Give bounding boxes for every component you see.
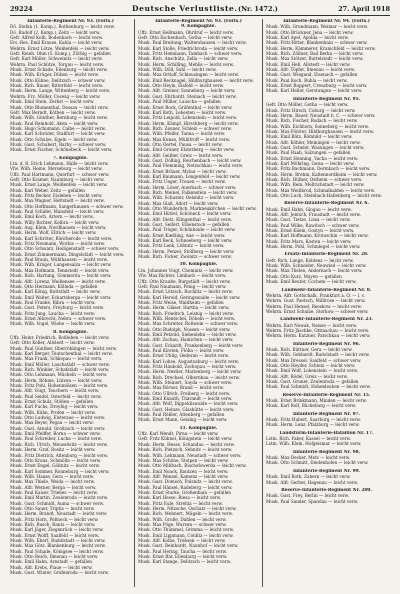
casualty-entry: Musk. Gust. Eckardt, Frankenberg — leicht verw. <box>138 342 244 348</box>
casualty-entry: Musk. Ernst Engel, Gößnitz — leicht verw. <box>10 463 101 469</box>
casualty-entry: Musk. Aug. Klein, Nordhausen — leicht verw. <box>10 225 107 231</box>
casualty-entry: Musk. Otto Thümmel, Grimma — leicht verw. <box>138 527 235 533</box>
casualty-entry: Musk. Fritz Bachmann, Dermbach — leicht verw. <box>266 166 371 172</box>
casualty-entry: Musk. Karl Hoffmann, Krotoschin — leicht verw. <box>266 233 369 239</box>
section-heading: Landwehr-Infanterie-Regiment Nr. 23. <box>280 317 373 323</box>
casualty-entry: Musk. Rich. Zöllner, Bad Berka — leicht verw. <box>266 51 364 57</box>
casualty-entry: Musk. Karl Schröter, Bleicherode — leicht verw. <box>10 235 113 241</box>
casualty-entry: Musk. Gust. Domsch, Pulsnitz — leicht verw. <box>138 479 233 485</box>
casualty-entry: Musk. Max Wagner, Hettstedt — leicht verw. <box>10 198 105 204</box>
casualty-entry: Musk. Emil Martin, Zeulenroda — leicht verw. <box>10 495 109 501</box>
casualty-entry: Ltn. d. R. Erich Lehmann, Halle — leicht verw. <box>10 160 109 166</box>
casualty-entry: Musk. Otto Kraus, Schmölln — leicht verw. <box>10 457 102 463</box>
casualty-entry: Musk. Gust. Tietze, Lissa — leicht verw. <box>266 217 351 223</box>
casualty-entry: Musk. Paul Reinhold, Aken — leicht verw. <box>10 120 99 126</box>
casualty-entry: Musk. Paul Breitung, Waltershausen — leicht verw. <box>138 40 247 46</box>
casualty-entry: Musk. Wilh. Krüger, Langensalza — leicht verw. <box>10 262 112 268</box>
casualty-entry: Musk. Alfr. Krebs, Plaue — leicht verw. <box>10 564 93 570</box>
casualty-entry: Musk. Karl Schröder, Staßfurt — leicht verw. <box>10 131 106 137</box>
page-header <box>10 3 390 15</box>
casualty-entry: Musk. Herm. Schilling, Mehlis — leicht verw. <box>138 61 235 67</box>
casualty-entry: Musk. Paul Schmidt, Hohenleuben — leicht verw. <box>266 384 371 390</box>
casualty-entry: Musk. Fritz Jung, Laucha — leicht verw. <box>10 310 96 316</box>
casualty-entry: Musk. Karl Roth, Lehesten — leicht verw. <box>138 109 227 115</box>
casualty-entry: Musk. Max Götz, Blankenburg — leicht verw. <box>10 543 106 549</box>
casualty-entry: Musk. Otto Kurz, Mayen — gefallen <box>266 273 342 279</box>
casualty-entry: Musk. Max Pöge, Wurzen — schwer verw. <box>138 521 227 527</box>
column-divider <box>134 19 135 587</box>
casualty-entry: Musk. Fritz Eule, Strehla — leicht verw. <box>138 500 223 506</box>
casualty-entry: Musk. Otto Heyder, Schleiz — leicht verw. <box>266 362 356 368</box>
casualty-entry: Musk. Fritz Hemmann, Tambach — schwer verw. <box>138 51 243 57</box>
casualty-entry: Vfw. Max Richter, Limbach — leicht verw. <box>138 273 227 279</box>
section-heading: 11. Kompagnie. <box>179 425 218 431</box>
casualty-entry: Musk. Paul Müller, Lauscha — gefallen <box>138 99 221 105</box>
casualty-entry: Musk. Herm. Nestler, Marienberg — leicht verw. <box>138 369 242 375</box>
casualty-entry: Lstm. Wilh. Klein, Hofgeismar — leicht verw. <box>266 441 362 447</box>
casualty-entry: Gefr. Alfred Kolb, Bodenbach — leicht verw. <box>10 35 104 41</box>
casualty-entry: Musk. Alfr. Greiner, Sonneberg — leicht verw. <box>138 88 236 94</box>
casualty-entry: Musk. Rich. Busch, Ranis — leicht verw. <box>10 521 96 527</box>
casualty-entry: Musk. Max Stötzer, Buttelstedt — leicht verw. <box>266 56 364 62</box>
casualty-entry: Musk. Max Thelen, Andernach — leicht verw. <box>266 268 363 274</box>
casualty-entry: Musk. Ernst Lötzsch, Rochlitz — leicht verw. <box>138 289 233 295</box>
casualty-entry: Musk. Fritz Hubert, Saarburg — leicht verw. <box>266 417 361 423</box>
casualty-entry: Musk. Max Förster, Hildburghausen — leicht verw. <box>266 128 375 134</box>
casualty-entry: Musk. Ernst Ruppert, Creuzburg — leicht verw. <box>266 83 368 89</box>
casualty-entry: Musk. Emil Bätz, Römhild — leicht verw. <box>266 134 353 140</box>
casualty-entry: Musk. Gust. Ehrhardt, Steinach — leicht verw. <box>138 93 237 99</box>
casualty-entry: Musk. Otto Kühne, Delitzsch — schwer verw. <box>10 77 106 83</box>
casualty-entry: Musk. Alfr. Geißler, Greiz — leicht verw. <box>138 152 224 158</box>
casualty-entry: Musk. Karl Stange, Delitzsch — leicht verw. <box>138 559 232 565</box>
section-heading: Ersatz-Infanterie-Regiment Nr. 28. <box>284 252 369 258</box>
section-heading: Infanterie-Regiment Nr. 95. <box>292 96 361 102</box>
casualty-entry: Musk. Paul Schade, Königsee — leicht verw. <box>10 548 104 554</box>
casualty-entry: Musk. Paul Seidel, Osterfeld — leicht verw. <box>10 393 102 399</box>
casualty-entry: Musk. Karl Stolle, Friedrichroda — leicht verw. <box>138 45 239 51</box>
casualty-entry: Musk. Emil Petzold, Siebenlehn — leicht verw. <box>138 331 237 337</box>
section-heading: Reserve-Infanterie-Regiment Nr. 200. <box>281 487 372 493</box>
casualty-entry: Musk. Otto Lehmann, Mücheln — leicht verw. <box>10 372 108 378</box>
casualty-entry: Musk. Max Beyer, Pegau — leicht verw. <box>10 420 94 426</box>
casualty-entry: Musk. Rich. Bauer, Bitterfeld — leicht verw. <box>10 83 104 89</box>
section-heading: Infanterie-Regiment Nr. 99. <box>292 468 361 474</box>
casualty-entry: Musk. Otto Schulze, Egeln — leicht verw. <box>10 136 98 142</box>
casualty-entry: Musk. Otto Ludwig, Elsteraue — leicht verw. <box>10 415 106 421</box>
casualty-entry: Musk. Wilh. Lehmann, Neustadt — schwer verw. <box>138 452 242 458</box>
issue-date: 27. April 1918 <box>338 5 390 13</box>
casualty-entry: Musk. Ernst Kliem, Gostyn — leicht verw. <box>266 228 355 234</box>
casualty-entry: Musk. Rich. Winkler, Schafstädt — leicht verw. <box>10 367 110 372</box>
casualty-entry: Musk. Ernst Schulz, Stößen — gefallen <box>10 399 94 405</box>
casualty-entry: Musk. Karl Lohse, Augustusburg — leicht verw. <box>138 358 240 364</box>
casualty-entry: Musk. Rich. Zeuner, Schleiz — schwer verw. <box>138 125 232 131</box>
casualty-entry: Musk. Alfr. Töpfer, Ilmenau — leicht verw. <box>266 67 356 73</box>
casualty-entry: Musk. Karl Berger, Teutschenthal — leicht verw. <box>10 350 113 356</box>
casualty-entry: Musk. Fritz Horn, Pößneck — leicht verw. <box>10 516 99 522</box>
casualty-entry: Musk. Wilh. Döll, Suhl — leicht verw. <box>138 67 217 73</box>
casualty-entry: Musk. Wilh. Haase, Gera — leicht verw. <box>10 473 95 479</box>
casualty-entry: Musk. Max Glaß, Adorf — leicht verw. <box>138 200 219 206</box>
casualty-entry: Musk. Ernst Schade, Eilenburg — leicht verw. <box>10 67 108 73</box>
casualty-entry: Musk. Otto Schwarz, Heiligenstadt — schwer verw. <box>10 246 120 252</box>
section-heading: Infanterie-Regiment Nr. 98. <box>292 449 361 455</box>
casualty-entry: Musk. Herm. Wolf, Ellrich — leicht verw. <box>10 230 97 236</box>
casualty-entry: Musk. Alfr. Gerber, Hagenau — leicht verw. <box>266 479 359 485</box>
casualty-entry: Musk. Wilh. Rein, Mellrichstadt — leicht verw. <box>266 182 365 188</box>
casualty-entry: Musk. Ernst Bär, Eilenburg — leicht verw. <box>138 554 228 560</box>
casualty-entry: Musk. Paul Günther, Oberröblingen — leicht verw. <box>10 345 117 351</box>
casualty-entry: Musk. Herm. Löser, Auerbach — schwer verw. <box>138 184 237 190</box>
casualty-entry: Musk. Max Ortloff, Schleusingen — leicht verw. <box>138 72 240 78</box>
section-heading: Landwehr-Infanterie-Regiment Nr. 8. <box>281 287 372 293</box>
casualty-entry: Musk. Otto Luck, Steinbach-Hallenberg — leicht verw. <box>266 193 382 198</box>
section-heading: 10. Kompagnie. <box>179 262 218 268</box>
casualty-entry: Musk. Herm. Gläser, Hartha — leicht verw. <box>138 305 230 311</box>
casualty-entry: Gefr. Otto Kramer, Naumburg — leicht verw. <box>10 176 105 182</box>
casualty-entry: Musk. Emil Heß, Allstedt — leicht verw. <box>266 61 351 67</box>
casualty-entry: Musk. Emil Möller, Lauchstädt — schwer verw. <box>10 361 110 367</box>
section-heading: Infanterie-Regiment Nr. 93. (Forts.) <box>27 19 114 24</box>
casualty-entry: Musk. Max Börner, Brand — leicht verw. <box>138 385 225 391</box>
casualty-entry: Musk. Wilh. Steinert, Sayda — schwer verw. <box>138 380 233 386</box>
casualty-entry: Musk. Ernst Lange, Weißenfels — leicht verw. <box>10 182 108 188</box>
casualty-entry: Musk. Emil Stein, Zerbst — leicht verw. <box>10 99 95 105</box>
casualty-entry: Musk. Rich. Pietzsch, Sebnitz — leicht verw. <box>138 447 233 453</box>
casualty-entry: Musk. Herm. Lange, Wittenberg — leicht verw. <box>10 88 111 94</box>
casualty-entry: Musk. Karl Hesse, Riesa — leicht verw. <box>138 495 222 501</box>
casualty-entry: Musk. Fritz Marx, Kosten — leicht verw. <box>266 238 352 244</box>
casualty-entry: Musk. Emil Reuter, Cochem — leicht verw. <box>266 279 357 285</box>
casualty-entry: Gefr. Otto Möller, Gotha — leicht verw. <box>266 102 349 108</box>
casualty-entry: Musk. Fritz Lenk, Lößnitz — leicht verw. <box>138 243 225 249</box>
casualty-column-3 <box>266 19 387 587</box>
casualty-entry: Musk. Otto Mißbach, Bischofswerda — leicht verw. <box>138 463 247 469</box>
casualty-entry: Musk. Herm. Penzel, Stollberg — leicht verw. <box>138 248 235 254</box>
casualty-entry: Musk. Otto Schmitt, Diedenhofen — leicht verw. <box>266 460 369 466</box>
publication-title: Deutsche Verlustliste. <box>132 4 238 13</box>
casualty-entry: Ers.-Res. Emil Krause, Kahla — leicht verw. <box>10 40 103 46</box>
casualty-entry: Musk. Fritz Leipold, Lobenstein — leicht verw. <box>138 115 238 121</box>
casualty-entry: Musk. Ernst Albrecht, Nebra — schwer verw. <box>10 315 107 321</box>
casualty-entry: Musk. Otto Wunderlich, Markneukirchen — leicht verw. <box>138 206 257 212</box>
casualty-entry: Musk. Herm. Nitzsche, Oschatz — leicht verw. <box>138 505 237 511</box>
casualty-entry: Musk. Alfr. Wenzel, Kamenz — leicht verw. <box>138 473 229 479</box>
casualty-entry: Musk. Otto Hermann, Kölleda — gefallen <box>10 283 98 289</box>
issue-number: (Nr. 1472.) <box>238 5 278 13</box>
casualty-entry: Musk. Fritz Becker, Eisleben — leicht verw. <box>10 193 103 198</box>
casualty-entry: Wehrm. Paul Hensel, Beeskow — leicht verw. <box>266 303 362 309</box>
casualty-entry: Musk. Herm. Brandt, Neustadt — leicht verw. <box>10 511 108 517</box>
casualty-entry: Musk. Emil Pfeiffer, Borna — schwer verw. <box>10 431 101 437</box>
casualty-entry: Musk. Karl Rolf, Bückeburg — leicht verw. <box>266 403 357 409</box>
casualty-entry: Musk. Paul Hering, Taucha — leicht verw. <box>138 548 227 554</box>
casualty-entry: Musk. Rich. Anschütz, Zella — leicht verw. <box>138 56 229 62</box>
casualty-entry: Musk. Rich. Büttner, Gera — leicht verw. <box>266 346 353 352</box>
casualty-entry: Musk. Rich. Meinel, Falkenstein — leicht verw. <box>138 190 238 195</box>
casualty-entry: Musk. Otto Brückner, Jena — leicht verw. <box>266 29 354 35</box>
casualty-entry: Musk. Ernst Fischer, Schönebeck — leicht verw. <box>10 147 113 153</box>
casualty-entry: Musk. Paul Franke, Bibra — leicht verw. <box>10 299 96 305</box>
casualty-entry: Musk. Emil Wolf, Lobenstein — leicht verw. <box>266 368 359 374</box>
casualty-entry: Musk. Ernst Bock, Gräfenthal — leicht verw. <box>138 104 233 110</box>
casualty-entry: Musk. Paul Hänsel, Radeberg — leicht verw. <box>138 484 233 490</box>
casualty-entry: Musk. Herm. Lenz, Pfalzburg — leicht verw. <box>266 422 360 428</box>
casualty-entry: Musk. Gust. Winter, Gräfenroda — leicht verw. <box>10 570 110 576</box>
casualty-entry: Musk. Wilh. Schuster, Oelsnitz — leicht verw. <box>138 195 235 201</box>
casualty-entry: Musk. Alfr. Kolbe, Trebsen — leicht verw. <box>138 538 226 543</box>
casualty-entry: Musk. Karl Apel, Apolda — leicht verw. <box>266 35 349 41</box>
casualty-entry: Musk. Rich. Ulrich, Meuselwitz — leicht verw. <box>10 441 109 447</box>
casualty-entry: Musk. Paul Rößler, Altenberg — gefallen <box>138 412 225 418</box>
casualty-entry: Musk. Otto Rudolph, Nossen — leicht verw. <box>138 326 231 332</box>
casualty-entry: Musk. Ernst Wolff, Saalfeld — leicht verw. <box>10 532 100 538</box>
casualty-entry: Musk. Herm. Pohl, Schmiegel — leicht verw. <box>266 244 361 250</box>
casualty-entry: Musk. Otto Heym, Eisfeld — leicht verw. <box>138 83 225 89</box>
casualty-entry: Musk. Ernst Henning, Vacha — leicht verw. <box>266 155 359 161</box>
casualty-entry: Musk. Max Dressel, Saalfeld — schwer verw. <box>266 357 362 363</box>
casualty-entry: Musk. Gust. Seifert, Eibenstock — gefallen <box>138 222 230 228</box>
casualty-entry: Musk. Max Thiele, Weida — leicht verw. <box>10 479 95 485</box>
casualty-entry: Musk. Karl Sommer, Ronneburg — leicht verw. <box>10 468 110 474</box>
casualty-entry: Musk. Paul Schäfer, Mansfeld — leicht verw. <box>10 209 105 215</box>
casualty-entry: Musk. Gust. Heinze, Glashütte — leicht verw. <box>138 406 235 412</box>
casualty-entry: Musk. Ernst Bräuer, Mylau — leicht verw. <box>138 168 227 174</box>
casualty-entry: Musk. Alfr. Wolf, Dippoldiswalde — leicht verw. <box>138 401 239 407</box>
casualty-entry: Musk. Karl Weber, Zeitz — gefallen <box>10 187 85 193</box>
casualty-entry: Musk. Paul Tröger, Schönheide — leicht verw. <box>138 227 236 233</box>
casualty-entry: Dö. Rudolf (2. Komp.), Zeitz — leicht verw. <box>10 29 101 35</box>
casualty-entry: Musk. Otto Hoffmann, Sangerhausen — schwer verw. <box>10 203 124 209</box>
casualty-entry: Musk. Wilh. Pfeifer, Tanna — leicht verw. <box>138 131 226 137</box>
casualty-entry: Musk. Fritz Unger, Treuen — leicht verw. <box>138 179 226 185</box>
casualty-entry: Musk. Karl Möhring, Geisa — leicht verw. <box>266 160 355 166</box>
casualty-entry: Dö. Stefan (1. Komp.), Rothenburg — leicht verw. <box>10 24 115 30</box>
casualty-entry: Musk. Max Kunze, Mühltroff — leicht verw. <box>138 136 231 142</box>
casualty-entry: Musk. Karl Baumann, Lengenfeld — leicht verw. <box>138 173 241 179</box>
casualty-entry: Uffz. Karl Wendt, Pirna — leicht verw. <box>138 431 219 437</box>
casualty-entry: Musk. Fritz Hirsch, Coburg — leicht verw. <box>266 107 356 113</box>
casualty-entry: Gefr. Otto Keller, Allstedt — leicht verw. <box>10 340 95 346</box>
casualty-entry: Musk. Wilh. Kühn, Profen — leicht verw. <box>10 409 96 415</box>
casualty-entry: Musk. Herm. Bauer, Neustadt b. C. — schwer verw. <box>266 112 376 118</box>
casualty-entry: Musk. Alfr. Zschau, Hainichen — leicht verw. <box>138 337 234 343</box>
casualty-entry: Musk. Hugo Schumann, Calbe — leicht verw. <box>10 125 106 131</box>
casualty-entry: Musk. Ernst Zimmermann, Dingelstädt — leicht verw. <box>10 251 125 257</box>
casualty-entry: Ltn. Johannes Voigt, Chemnitz — leicht verw. <box>138 267 234 273</box>
casualty-column-1 <box>10 19 131 587</box>
casualty-entry: Uffz. Heinr. Friedrich, Roßleben — leicht verw. <box>10 334 110 340</box>
casualty-entry: Musk. Paul Wilke, Rawitsch — schwer verw. <box>266 222 360 228</box>
casualty-entry: Musk. Otto Reich, Ilmenau — leicht verw. <box>10 554 99 560</box>
casualty-entry: Musk. Herm. Graf, Rositz — leicht verw. <box>10 447 96 453</box>
casualty-entry: Musk. Paul Kirsten, Flöha — leicht verw. <box>138 347 225 353</box>
casualty-entry: Musk. Max Weißbrod, Schmalkalden — leicht verw. <box>266 187 376 193</box>
casualty-entry: Musk. Emil Recknagel, Hildburghausen — leicht verw. <box>138 77 254 83</box>
section-heading: 7. Kompagnie. <box>53 155 88 161</box>
casualty-entry: Musk. Emil Hüttel, Schöneck — leicht verw. <box>138 211 232 217</box>
casualty-entry: Gefr. Karl Müller, Schweinitz — leicht verw. <box>10 56 103 62</box>
casualty-entry: Musk. Rich. Hartung, Sömmerda — leicht verw. <box>10 273 112 279</box>
casualty-entry: Musk. Max Decker, Metz — leicht verw. <box>266 455 351 461</box>
column-divider <box>262 19 263 587</box>
casualty-entry: Wehrm. Ernst Lötze, Weißenfels — leicht verw. <box>10 45 110 51</box>
casualty-entry: Musk. Max Hofmann, Tennstedt — leicht verw. <box>10 267 110 273</box>
casualty-entry: Musk. Ernst Uhlig, Oederan — leicht verw. <box>138 353 230 359</box>
casualty-entry: Musk. Paul Braun, Mühlhausen — leicht verw. <box>10 257 109 263</box>
casualty-entry: Musk. Wilh. Hentschel, Döbeln — leicht verw. <box>138 315 236 321</box>
casualty-entry: Musk. Ernst Starke, Großenhain — gefallen <box>138 489 231 495</box>
casualty-entry: Musk. Otto Oertel, Pausa — leicht verw. <box>138 141 223 147</box>
casualty-entry: Musk. Emil Knauth, Tharandt — leicht verw. <box>138 396 233 402</box>
section-heading: 9. Kompagnie. <box>181 24 216 30</box>
casualty-entry: Musk. Wilh. Große, Dahlen — leicht verw. <box>138 516 227 522</box>
casualty-entry: Musk. Paul Kaiser, Triebes — leicht verw. <box>10 489 98 495</box>
casualty-entry: Wehrm. Alfr. Gottschalk, Frankfurt a. O. — l. v. <box>266 292 365 298</box>
casualty-entry: Musk. Wilh. Vogel, Wiehe — leicht verw. <box>10 321 96 327</box>
casualty-entry: Musk. Herm. Kämmerer, Kranichfeld — leicht verw. <box>266 45 376 51</box>
casualty-entry: Musk. Gust. Schubert, Barby — schwer verw. <box>10 141 107 147</box>
casualty-entry: Musk. Alfr. Rödel, Greiz — leicht verw. <box>266 373 348 379</box>
casualty-entry: Musk. Rich. Ficker, Zwönitz — schwer verw. <box>138 254 232 260</box>
casualty-entry: Wehrm. Paul Schütze, Torgau — leicht verw. <box>10 61 105 67</box>
casualty-entry: Musk. Wilh. Ebert, Rudolstadt — leicht verw. <box>10 538 106 543</box>
casualty-entry: Musk. Max Schreiter, Roßwein — schwer verw. <box>138 321 239 327</box>
casualty-entry: Musk. Paul Raab, Salzungen — gefallen <box>266 150 351 156</box>
casualty-entry: Musk. Wilh. Eichhorn, Sonneberg — leicht verw. <box>266 123 370 129</box>
casualty-entry: Uffz. Otto Krauße, Burgstädt — leicht verw. <box>138 278 231 284</box>
casualty-entry: Musk. Emil Hahn, Glogau — leicht verw. <box>266 206 352 212</box>
casualty-entry: Musk. Gust. Gruner, Zeulenroda — gefallen <box>266 379 359 384</box>
casualty-entry: Lstm. Rich. Faber, Kassel — leicht verw. <box>266 436 351 442</box>
casualty-entry: Musk. Herm. Hesse, Schandau — leicht verw. <box>138 441 235 447</box>
casualty-entry: Musk. Wilh. Krüger, Düben — leicht verw. <box>10 72 100 78</box>
casualty-column-2 <box>138 19 259 587</box>
casualty-entry: Musk. Alfr. Köhler, Meiningen — leicht verw. <box>266 139 361 145</box>
page-number: 29224 <box>10 5 33 13</box>
casualty-entry: Musk. Karl Herold, Geringswalde — leicht verw. <box>138 294 241 300</box>
casualty-entry: Musk. Gust. Wiegand, Eisenach — gefallen <box>266 72 358 78</box>
casualty-entry: Uffz. Paul Hartmann, Querfurt — schwer verw. <box>10 171 110 177</box>
casualty-entry: Musk. Gust. Arnold, Groitzsch — leicht verw. <box>10 425 106 431</box>
casualty-entry: Gefr. Rich. Lange, Koblenz — leicht verw. <box>266 257 354 263</box>
casualty-entry: Musk. Karl Beck, Schneeberg — leicht verw. <box>138 238 233 244</box>
casualty-entry: Musk. Paul Schreiber, Lucka — leicht verw. <box>10 436 103 442</box>
casualty-entry: Musk. Karl Heller, Gerstungen — leicht verw. <box>266 88 363 94</box>
casualty-entry: Musk. Fritz Weise, Waldheim — gefallen <box>138 299 224 305</box>
casualty-entry: Musk. Gust. Peters, Freyburg — leicht verw. <box>10 305 105 311</box>
casualty-entry: Musk. Herm. Böhme, Lützen — leicht verw. <box>10 377 103 383</box>
casualty-entry: Musk. Herm. Kämpf, Hirschberg — leicht verw. <box>138 120 239 126</box>
section-heading: Infanterie-Regiment Nr. 97. <box>292 411 361 417</box>
casualty-entry: Wehrm. Ernst Schulze, Storkow — schwer verw. <box>266 308 369 314</box>
casualty-entry: Musk. Gust. Frey, Berlin — leicht verw. <box>266 493 349 499</box>
section-heading: Landsturm-Infanterie-Bataillon Nr. 17. <box>279 430 374 436</box>
casualty-entry: Musk. Alfr. Werner, Berga — leicht verw. <box>10 484 97 490</box>
casualty-entry: Musk. Gust. Schmidt, Auma — schwer verw. <box>10 500 105 506</box>
casualty-entry: Musk. Wilh. Schneider, Neuwied — leicht verw. <box>266 263 367 269</box>
header-rule <box>10 15 390 16</box>
section-heading: Infanterie-Regiment Nr. 94. (Forts.) <box>283 19 370 24</box>
casualty-entry: Wehrm. Gust. Paetsch, Müllrose — leicht verw. <box>266 298 366 304</box>
casualty-entry: Musk. Rich. Mehnert, Mügeln — leicht verw. <box>138 511 234 517</box>
casualty-entry: Musk. Ernst Mann, Geising — leicht verw. <box>138 417 228 423</box>
casualty-entry: Gefr. Reinh. Ohm (5. Komp.), Zörbig — gefallen <box>10 51 111 57</box>
casualty-entry: Musk. Fritz Ritter, Blankenhain — schwer verw. <box>266 40 368 46</box>
casualty-entry: Musk. Willy Richter, Kelbra — leicht verw. <box>10 219 100 225</box>
casualty-entry: Musk. Fritz Dietrich, Altenburg — leicht verw. <box>10 452 109 458</box>
casualty-entry: Musk. Rich. Friedrich, Leisnig — leicht verw. <box>138 310 234 316</box>
casualty-entry: Musk. Rich. Fischer, Rodach — leicht verw. <box>266 118 358 124</box>
casualty-entry: Wehrm. Herm. Kutzner, Patschkau — leicht verw. <box>266 333 371 339</box>
casualty-entry: Musk. Emil Roth, Zabern — leicht verw. <box>266 474 351 480</box>
casualty-entry: Musk. Wilh. Grundmann, Weimar — leicht verw. <box>266 24 369 30</box>
casualty-entry: Musk. Emil Walter, Eckartsberga — leicht verw. <box>10 294 112 300</box>
casualty-entry: Musk. Herm. Brehm, Kaltennordheim — leicht verw. <box>266 171 378 177</box>
casualty-entry: Musk. Karl Jäger, Ziegenrück — leicht verw. <box>10 527 104 533</box>
casualty-entry: Musk. Ernst Kießling, Aue — leicht verw. <box>138 232 226 238</box>
casualty-entry: Musk. Alfr. Jentsch, Fraustadt — leicht verw. <box>266 212 361 218</box>
casualty-entry: Vfw. Wilh. Heine, Merseburg — leicht verw. <box>10 166 103 172</box>
casualty-entry: Wehrm. Fritz Jäschke, Ottmachau — leicht verw. <box>266 327 370 333</box>
section-heading: Reserve-Infanterie-Regiment Nr. 15. <box>282 392 371 398</box>
casualty-entry: Musk. Emil Koch, Artern — leicht verw. <box>10 214 94 220</box>
casualty-entry: Musk. Otto Sauer, Triptis — leicht verw. <box>10 505 96 511</box>
casualty-entry: Musk. Ernst Brinkmann, Minden — leicht verw. <box>266 398 367 404</box>
casualty-entry: Musk. Paul Flemming, Netzschkau — leicht verw. <box>138 163 244 169</box>
casualty-entry: Musk. Emil Lippmann, Colditz — leicht verw. <box>138 532 234 538</box>
casualty-entry: Musk. Rich. Hüfner, Ostheim — schwer verw. <box>266 176 363 182</box>
casualty-entry: Musk. Emil Noack, Bautzen — leicht verw. <box>138 468 229 474</box>
casualty-entry: Musk. Rich. Drechsel, Olbernhau — leicht verw. <box>138 374 240 380</box>
casualty-entry: Wehrm. Karl Nowak, Neisse — leicht verw. <box>266 322 358 328</box>
casualty-entry: Musk. Alfr. Lorenz, Weißensee — leicht verw. <box>10 278 106 284</box>
casualty-entry: Musk. Paul Koch, Ruhla — leicht verw. <box>266 77 348 83</box>
casualty-entry: Gefr. Otto Eschenbach, Gotha — leicht verw. <box>138 35 233 41</box>
casualty-entry: Musk. Max Schöne, Stolpen — leicht verw. <box>138 457 229 463</box>
casualty-entry: Gefr. Fritz Kühnel, Königstein — leicht verw. <box>138 436 233 442</box>
casualty-entry: Musk. Otto Ullrich, Freiberg — leicht verw. <box>138 390 231 396</box>
casualty-entry: Musk. Alfr. Dietz, Klingenthal — leicht verw. <box>138 216 233 222</box>
casualty-entry: Gefr. Paul Naumann, Penig — leicht verw. <box>138 283 227 289</box>
casualty-entry: Musk. Wilh. Günther, Bernburg — leicht verw. <box>10 115 109 121</box>
casualty-entry: Musk. Gust. Scheler, Wasungen — leicht verw. <box>266 144 365 150</box>
section-heading: Infanterie-Regiment Nr. 96. <box>292 341 361 347</box>
casualty-entry: Musk. Gust. Reinhardt, Naunhof — leicht verw. <box>138 543 239 549</box>
casualty-entry: Musk. Karl König, Buttstädt — leicht verw. <box>10 289 101 295</box>
casualty-entry: Musk. Emil Gruner, Elsterberg — leicht verw. <box>138 147 235 153</box>
casualty-entry: Musk. Otto Blumenthal, Dessau — leicht verw. <box>10 104 109 110</box>
casualty-entry: Musk. Alfr. Voigt, Teuchern — leicht verw. <box>10 388 100 394</box>
casualty-entry: Musk. Gust. Dölling, Reichenbach — leicht verw. <box>138 157 242 163</box>
casualty-entry: Musk. Wilh. Gebhardt, Rudolstadt — leicht verw. <box>266 352 370 358</box>
section-heading: Infanterie-Regiment Nr. 93. (Forts.) <box>155 19 242 24</box>
casualty-entry: Musk. Fritz Haubold, Zschopau — leicht verw. <box>138 364 237 369</box>
casualty-entry: Gefr. Max Berndt, Köthen — leicht verw. <box>10 109 96 115</box>
casualty-entry: Wehrm. Frz. Möller, Coswig — leicht verw. <box>10 93 101 99</box>
casualty-entry: Musk. Fritz Neumann, Worbis — leicht verw. <box>10 241 106 247</box>
section-heading: 8. Kompagnie. <box>53 329 88 335</box>
casualty-entry: Uffz. Ernst Hellmann, Ohrdruf — leicht verw. <box>138 29 235 35</box>
section-heading: Reserve-Infanterie-Regiment Nr. 6. <box>284 201 369 207</box>
casualty-entry: Musk. Paul Sander, Spandau — leicht verw. <box>266 498 359 504</box>
casualty-entry: Musk. Emil Hahn, Arnstadt — gefallen <box>10 559 92 565</box>
casualty-entry: Musk. Fritz Pohl, Hohenmölsen — leicht verw. <box>10 383 109 389</box>
casualty-entry: Musk. Max Frank, Schkopau — leicht verw. <box>10 356 103 362</box>
casualty-entry: Musk. Karl Fuchs, Droyßig — leicht verw. <box>10 404 99 410</box>
